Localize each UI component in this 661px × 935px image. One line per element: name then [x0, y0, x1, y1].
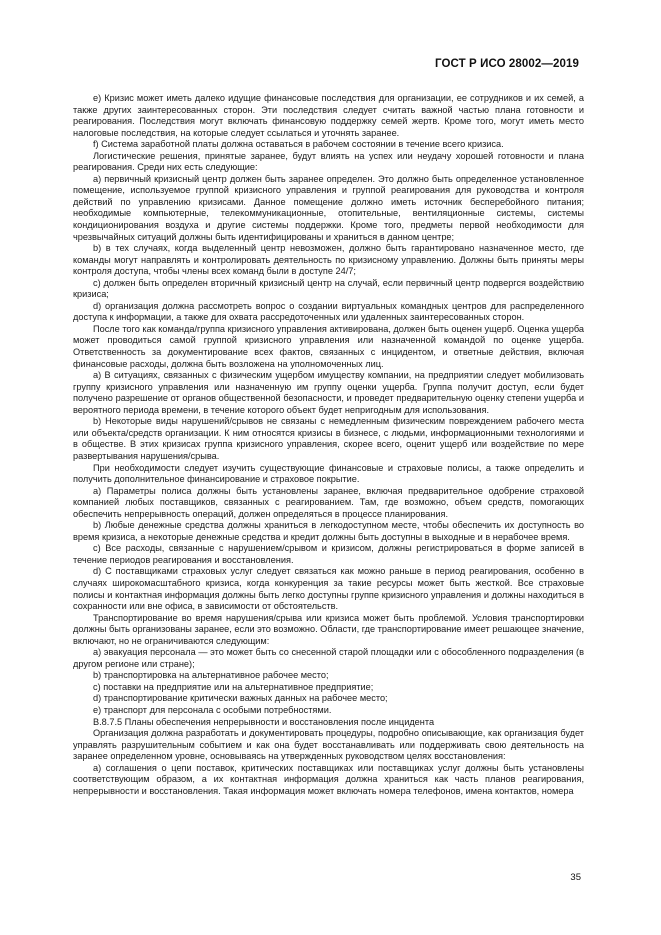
paragraph-f-payroll: f) Система заработной платы должна оставаться в рабочем состоянии в течение всего кризиса. — [93, 139, 504, 150]
paragraph-procedures: Организация должна разработать и документировать процедуры, подробно описывающие, как организация будет управлять разрушительным событием и как она будет восстанавливать или поддерживать свою деятельность на заранее определенном уровне, основываясь на утвержденных руководством целях восстановления: — [73, 728, 584, 762]
document-body — [73, 93, 584, 797]
list-item-c-supplies: c) поставки на предприятие или на альтернативное предприятие; — [93, 681, 374, 692]
list-item-b-alt-workplace: b) транспортировка на альтернативное рабочее место; — [93, 670, 329, 681]
paragraph-b-non-physical: b) Некоторые виды нарушений/срывов не связаны с немедленным физическим повреждением рабочего места или объекта/средств организации. К ним относятся кризисы в бизнесе, с людьми, информационными технологиями и в обществе. В этих кризисах группа кризисного управления, скорее всего, оценит ущерб или воздействие по мере развертывания нарушения/срыва. — [73, 416, 584, 461]
list-item-e-special-needs: e) транспорт для персонала с особыми потребностями. — [93, 704, 332, 715]
list-item-a-evacuation: a) эвакуация персонала — это может быть со снесенной старой площадки или с обособленного подразделения (в другом регионе или стране); — [73, 647, 584, 669]
paragraph-d-virtual-centers: d) организация должна рассмотреть вопрос о создании виртуальных командных центров для распределенного доступа к информации, а также для охвата рассредоточенных или удаленных заинтересованных сторон. — [73, 300, 584, 323]
document-standard-header: ГОСТ Р ИСО 28002—2019 — [434, 58, 579, 70]
paragraph-transportation: Транспортирование во время нарушения/срыва или кризиса может быть проблемой. Условия транспортировки должны быть организованы заранее, если это возможно. Области, где транспортирование имеет решающее значение, включают, но не ограничиваются следующим: — [73, 612, 584, 646]
paragraph-e-financial-consequences: e) Кризис может иметь далеко идущие финансовые последствия для организации, ее сотрудников и их семей, а также других заинтересованных сторон. Эти последствия следует считать важной частью плана готовности и реагирования. Последствия могут включать финансовую поддержку семей жертв. Кроме того, могут иметь место налоговые последствия, на которые следует ссылаться и уточнять заранее. — [73, 93, 584, 138]
paragraph-logistics-intro: Логистические решения, принятые заранее, будут влиять на успех или неудачу хорошей готовности и плана реагирования. Среди них есть следующие: — [73, 150, 584, 173]
paragraph-c-expenses: c) Все расходы, связанные с нарушением/срывом и кризисом, должны регистрироваться в форме записей в течение периодов реагирования и восстановления. — [73, 543, 584, 565]
paragraph-financial-insurance: При необходимости следует изучить существующие финансовые и страховые полисы, а также определить и получить дополнительное финансирование и страховое покрытие. — [73, 462, 584, 485]
paragraph-b-cash-funds: b) Любые денежные средства должны храниться в легкодоступном месте, чтобы обеспечить их доступность во время кризиса, а некоторые денежные средства и кредит должны быть доступны в выходные и в нерабочее время. — [73, 520, 584, 542]
page-number: 35 — [570, 872, 581, 883]
section-heading-b875: В.8.7.5 Планы обеспечения непрерывности и восстановления после инцидента — [93, 716, 435, 727]
paragraph-damage-assessment: После того как команда/группа кризисного управления активирована, должен быть оценен ущерб. Оценка ущерба может проводиться самой группой кризисного управления или назначенной командой по оценке ущерба. Ответственность за документирование всех фактов, связанных с инцидентом, и ответные действия, включая финансовые расходы, должна быть возложена на уполномоченных лиц. — [73, 323, 584, 369]
paragraph-c-secondary-center: c) должен быть определен вторичный кризисный центр на случай, если первичный центр подвергся воздействию кризиса; — [73, 277, 584, 300]
paragraph-b-designated-place: b) в тех случаях, когда выделенный центр невозможен, должно быть гарантировано назначенное место, где команды могут направлять и контролировать деятельность по кризисному управлению. Должны быть приняты меры контроля доступа, чтобы члены всех команд были в доступе 24/7; — [73, 243, 584, 277]
paragraph-d-insurers: d) С поставщиками страховых услуг следует связаться как можно раньше в период реагирования, особенно в случаях широкомасштабного кризиса, когда конкуренция за такие ресурсы может быть жесткой. Все страховые полисы и контактная информация должны быть легко доступны группе кризисного управления и должны находиться в сохранности или вне офиса, в зависимости от обстоятельств. — [73, 566, 584, 612]
paragraph-a-physical-damage: a) В ситуациях, связанных с физическим ущербом имуществу компании, на предприятии следует мобилизовать группу кризисного управления или назначенную им группу оценки ущерба. Группа получит доступ, если будет получено разрешение от органов общественной безопасности, и проведет предварительную оценку степени ущерба и вероятного периода времени, в течение которого объект будет непригодным для использования. — [73, 370, 584, 415]
list-item-d-critical-data: d) транспортирование критически важных данных на рабочее место; — [93, 693, 388, 704]
paragraph-a-supply-chain: a) соглашения о цепи поставок, критических поставщиках или поставщиках услуг должны быть установлены соответствующим образом, а их контактная информация должна храниться как часть планов реагирования, непрерывности и восстановления. Такая информация может включать номера телефонов, имена контактов, номера — [73, 762, 584, 796]
paragraph-a-policy-parameters: a) Параметры полиса должны быть установлены заранее, включая предварительное одобрение страховой компанией любых поставщиков, связанных с реагированием. Там, где возможно, объем средств, помогающих обеспечить непрерывность операций, должен определяться в процессе планирования. — [73, 485, 584, 519]
paragraph-a-primary-crisis-center: a) первичный кризисный центр должен быть заранее определен. Это должно быть определенное установленное помещение, используемое группой кризисного управления и группой реагирования для руководства и контроля действий по управлению кризисами. Данное помещение должно иметь источник бесперебойного питания; необходимые компьютерные, телекоммуникационные, отопительные, вентиляционные системы, системы кондиционирования воздуха и другие системы поддержки. Кроме того, предметы первой необходимости для чрезвычайных ситуаций должны быть идентифицированы и храниться в данном центре; — [73, 173, 584, 242]
